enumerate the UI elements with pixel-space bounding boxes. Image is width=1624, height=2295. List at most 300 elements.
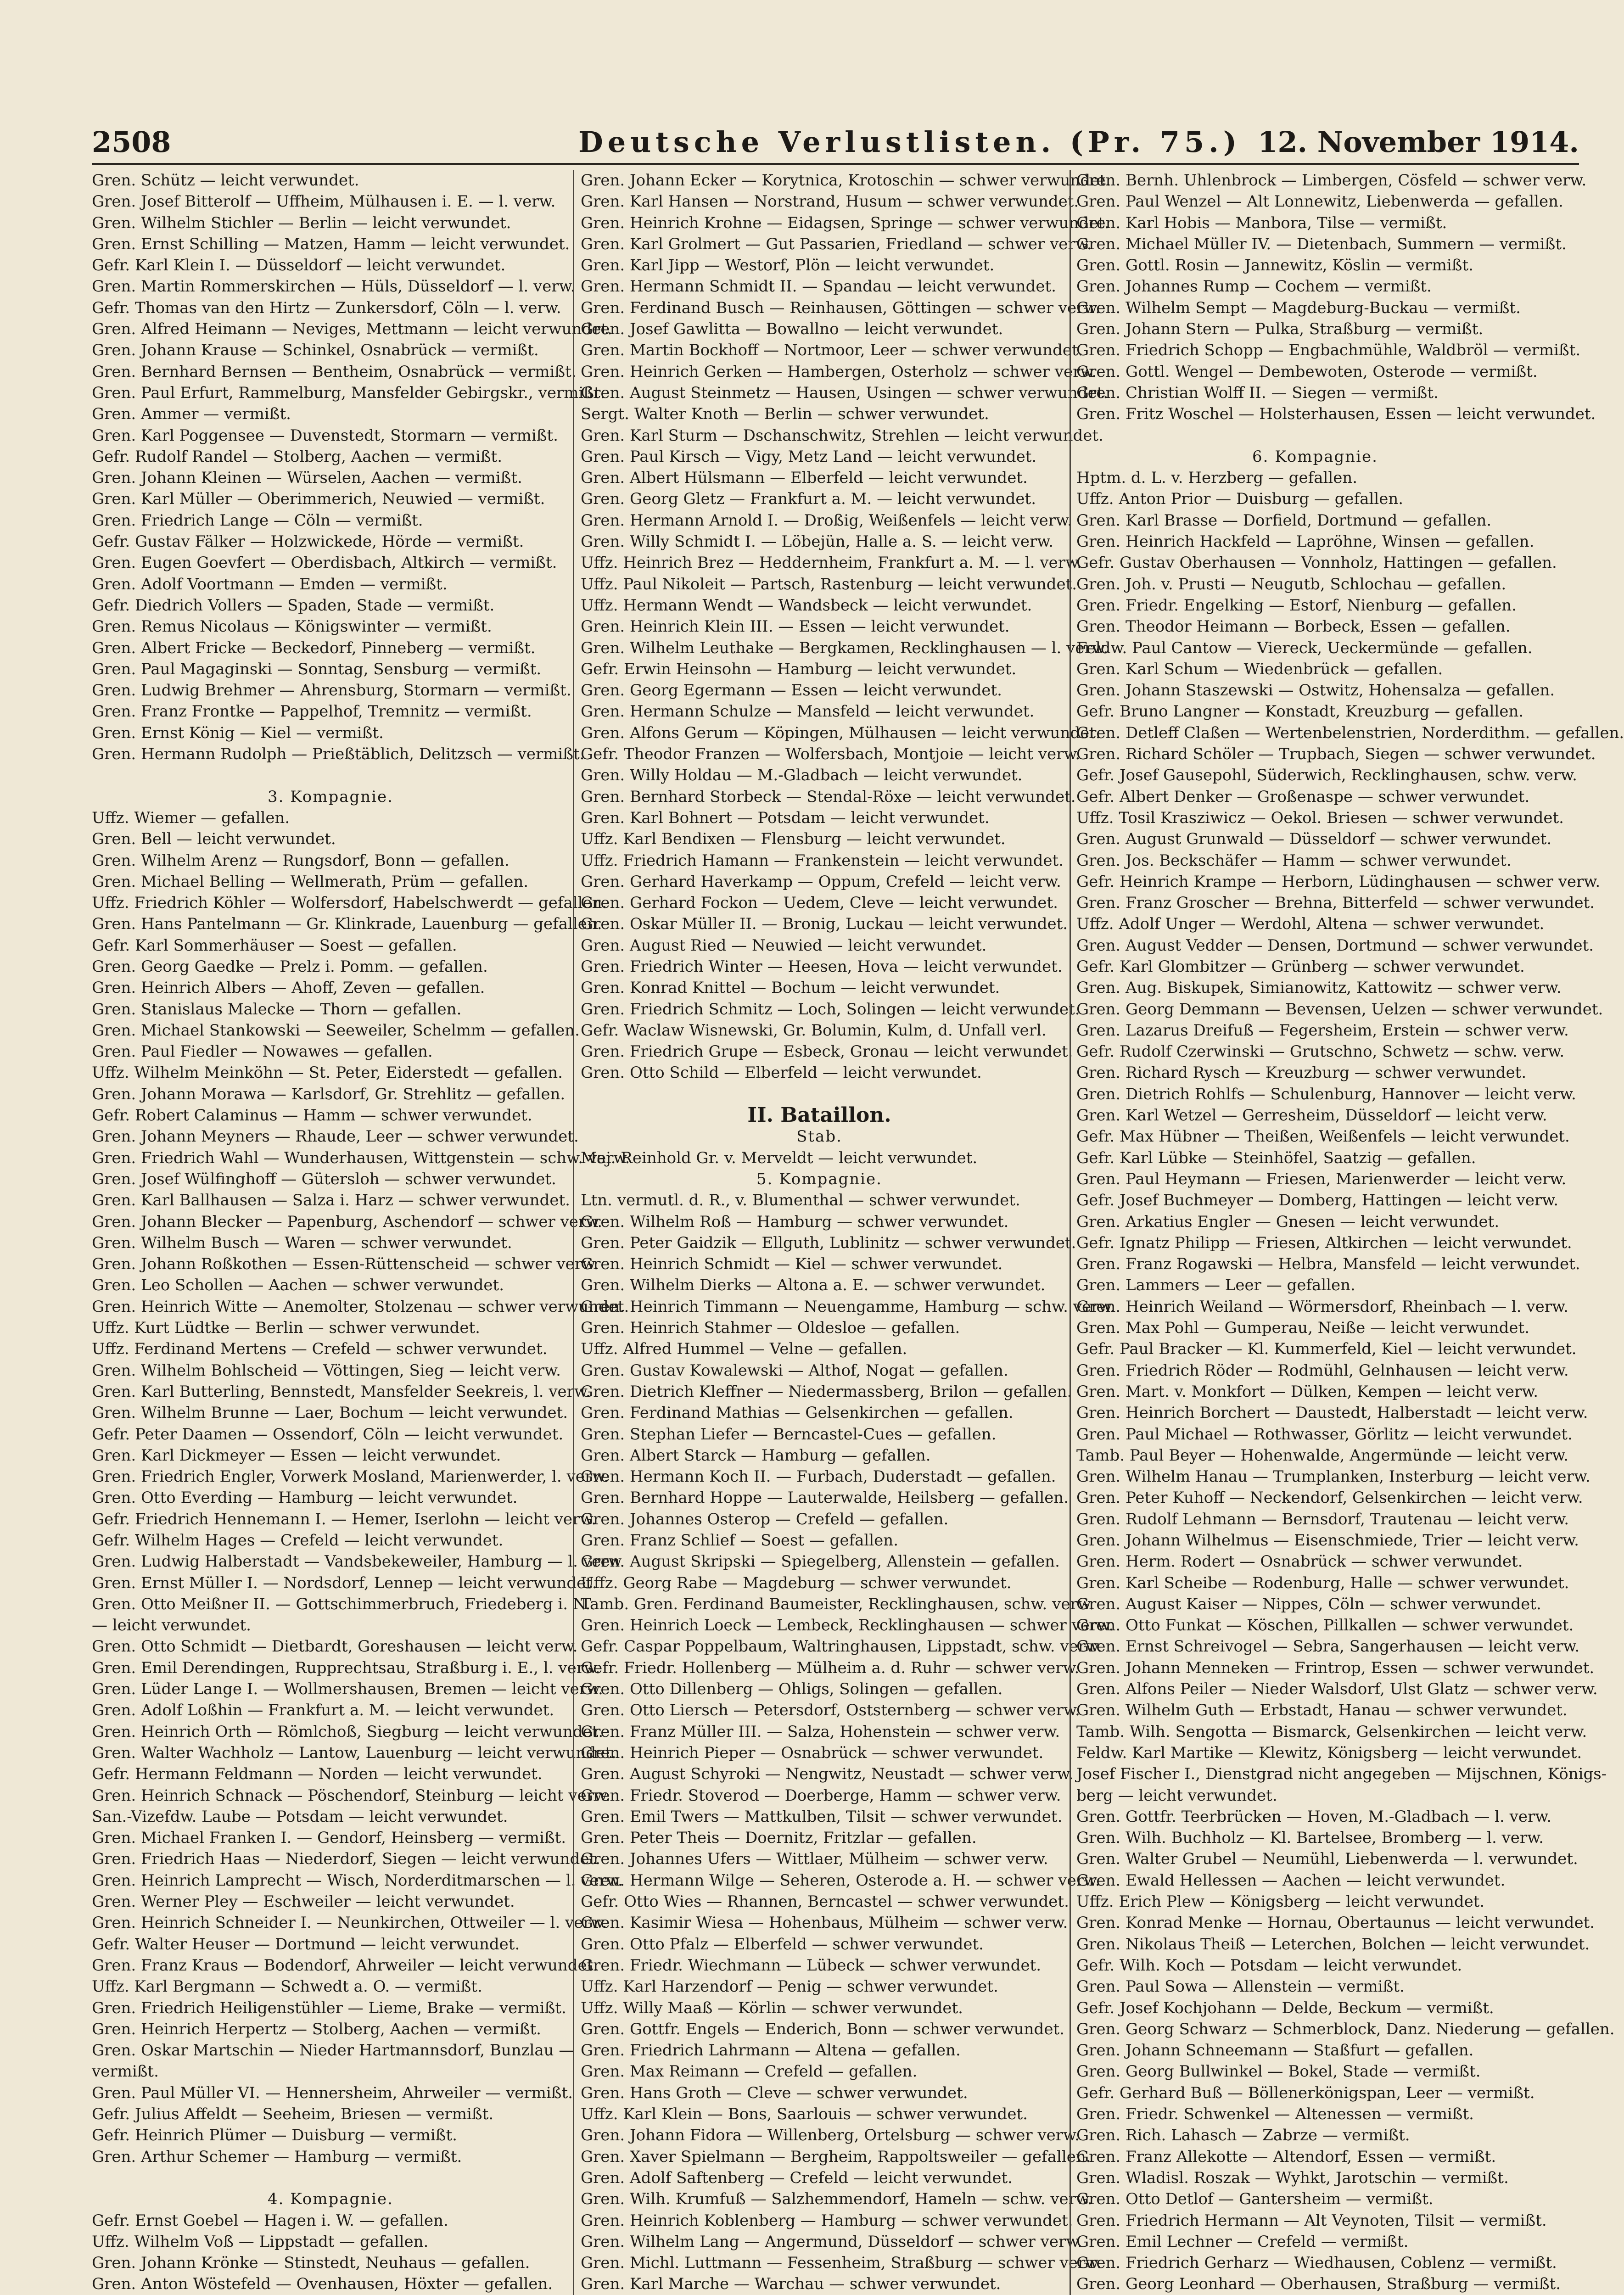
list-entry: Uffz. Karl Bendixen — Flensburg — leicht verwundet.: [581, 830, 1006, 849]
list-entry: Gren. Friedrich Heiligenstühler — Lieme, Brake — vermißt.: [92, 1998, 566, 2017]
list-entry: Gren. Michael Franken I. — Gendorf, Heinsberg — vermißt.: [92, 1829, 566, 1847]
column-divider: [1070, 170, 1071, 2295]
list-entry: Gefr. Karl Glombitzer — Grünberg — schwer verwundet.: [1076, 957, 1525, 976]
list-entry: Maj. Reinhold Gr. v. Merveldt — leicht verwundet.: [581, 1148, 978, 1167]
list-entry: Gren. Bernhard Hoppe — Lauterwalde, Heilsberg — gefallen.: [581, 1489, 1069, 1507]
list-entry: Gren. Friedrich Gerharz — Wiedhausen, Coblenz — vermißt.: [1076, 2254, 1557, 2273]
list-entry: Gren. Johann Menneken — Frintrop, Essen — schwer verwundet.: [1076, 1658, 1595, 1677]
list-entry: Gren. Arthur Schemer — Hamburg — vermißt.: [92, 2147, 462, 2166]
list-entry: Gren. Friedr. Engelking — Estorf, Nienburg — gefallen.: [1076, 596, 1517, 615]
list-entry: Gren. Karl Hansen — Norstrand, Husum — schwer verwundet.: [581, 192, 1079, 211]
list-entry: Uffz. Hermann Wendt — Wandsbeck — leicht verwundet.: [581, 596, 1032, 615]
list-entry: Gren. Georg Leonhard — Oberhausen, Straßburg — vermißt.: [1076, 2275, 1561, 2294]
list-entry: Gren. Karl Dickmeyer — Essen — leicht verwundet.: [92, 1446, 501, 1465]
list-entry: Gren. Emil Lechner — Crefeld — vermißt.: [1076, 2232, 1409, 2251]
list-entry: Gren. Ewald Hellessen — Aachen — leicht verwundet.: [1076, 1871, 1506, 1890]
list-entry: Gefr. Theodor Franzen — Wolfersbach, Montjoie — leicht verw.: [581, 745, 1081, 764]
list-entry: Gefr. Paul Bracker — Kl. Kummerfeld, Kiel — leicht verwundet.: [1076, 1340, 1577, 1359]
list-entry: Gren. Friedrich Lange — Cöln — vermißt.: [92, 511, 423, 530]
list-entry: Gren. Otto Schmidt — Dietbardt, Goreshausen — leicht verw.: [92, 1637, 578, 1656]
list-entry: Gren. Johann Krönke — Stinstedt, Neuhaus — gefallen.: [92, 2254, 530, 2273]
list-entry: Gefr. Friedrich Hennemann I. — Hemer, Iserlohn — leicht verw.: [92, 1510, 597, 1528]
list-entry: Josef Fischer I., Dienstgrad nicht angegeben — Mijschnen, Königs-: [1076, 1765, 1607, 1784]
list-entry: Gefr. Max Hübner — Theißen, Weißenfels — leicht verwundet.: [1076, 1127, 1570, 1146]
list-entry: Gren. Arkatius Engler — Gnesen — leicht verwundet.: [1076, 1212, 1500, 1231]
list-entry: Gren. Gerhard Haverkamp — Oppum, Crefeld — leicht verw.: [581, 872, 1061, 891]
list-entry: Gren. Paul Müller VI. — Hennersheim, Ahrweiler — vermißt.: [92, 2083, 573, 2102]
list-entry: Gren. Heinrich Pieper — Osnabrück — schwer verwundet.: [581, 1743, 1044, 1762]
list-entry: Gren. Heinrich Klein III. — Essen — leicht verwundet.: [581, 617, 1010, 636]
list-entry: Gren. Friedrich Röder — Rodmühl, Gelnhausen — leicht verw.: [1076, 1361, 1569, 1380]
list-entry: Gren. Johann Schneemann — Staßfurt — gefallen.: [1076, 2041, 1474, 2060]
list-entry: Gren. Friedrich Wahl — Wunderhausen, Wittgenstein — schw. verw.: [92, 1148, 630, 1167]
list-entry: Gren. Karl Brasse — Dorfield, Dortmund — gefallen.: [1076, 511, 1492, 530]
list-entry: Gren. Heinrich Schnack — Pöschendorf, Steinburg — leicht verw.: [92, 1786, 610, 1805]
list-entry: Gefr. Otto Wies — Rhannen, Berncastel — schwer verwundet.: [581, 1892, 1069, 1911]
list-entry: Gren. August Skripski — Spiegelberg, Allenstein — gefallen.: [581, 1552, 1060, 1571]
spacer: [92, 765, 569, 786]
list-entry: Feldw. Paul Cantow — Viereck, Ueckermünde — gefallen.: [1076, 638, 1533, 657]
list-entry: Gren. Michael Stankowski — Seeweiler, Schelmm — gefallen.: [92, 1021, 580, 1040]
list-entry: Uffz. Heinrich Brez — Heddernheim, Frankfurt a. M. — l. verw.: [581, 554, 1082, 572]
list-entry: Gren. Heinrich Witte — Anemolter, Stolzenau — schwer verwundet.: [92, 1297, 629, 1316]
list-entry: Uffz. Friedrich Hamann — Frankenstein — leicht verwundet.: [581, 851, 1064, 870]
publication-title: Deutsche Verlustlisten. (Pr. 75.): [578, 125, 1242, 159]
list-entry: Gren. Karl Butterling, Bennstedt, Mansfelder Seekreis, l. verw.: [92, 1382, 591, 1401]
list-entry: Gren. Peter Kuhoff — Neckendorf, Gelsenkirchen — leicht verw.: [1076, 1489, 1583, 1507]
list-entry: Uffz. Anton Prior — Duisburg — gefallen.: [1076, 490, 1404, 509]
list-entry: Gefr. Ignatz Philipp — Friesen, Altkirchen — leicht verwundet.: [1076, 1233, 1572, 1252]
list-entry: Uffz. Wilhelm Meinköhn — St. Peter, Eiderstedt — gefallen.: [92, 1064, 563, 1082]
list-entry: Gren. Leo Schollen — Aachen — schwer verwundet.: [92, 1276, 504, 1295]
list-entry: Gren. Josef Wülfinghoff — Gütersloh — schwer verwundet.: [92, 1170, 556, 1188]
list-entry: Gren. Heinrich Loeck — Lembeck, Recklinghausen — schwer verw.: [581, 1616, 1114, 1635]
list-entry: Gren. August Schyroki — Nengwitz, Neustadt — schwer verw.: [581, 1765, 1074, 1784]
list-entry: Gren. Paul Heymann — Friesen, Marienwerder — leicht verw.: [1076, 1170, 1567, 1188]
list-entry: Gren. Karl Grolmert — Gut Passarien, Friedland — schwer verw.: [581, 235, 1092, 253]
list-entry: Gren. Friedrich Grupe — Esbeck, Gronau — leicht verwundet.: [581, 1042, 1073, 1061]
list-entry: Gren. Georg Bullwinkel — Bokel, Stade — vermißt.: [1076, 2062, 1481, 2081]
list-entry: Gren. Hans Pantelmann — Gr. Klinkrade, Lauenburg — gefallen.: [92, 915, 602, 934]
list-entry: Gren. August Kaiser — Nippes, Cöln — schwer verwundet.: [1076, 1595, 1541, 1613]
list-entry: Gren. Otto Dillenberg — Ohligs, Solingen — gefallen.: [581, 1680, 1003, 1699]
list-entry: Gren. Johann Staszewski — Ostwitz, Hohensalza — gefallen.: [1076, 681, 1555, 700]
list-entry: Gefr. Gerhard Buß — Böllenerkönigspan, Leer — vermißt.: [1076, 2083, 1535, 2102]
list-entry: Gren. Heinrich Schmidt — Kiel — schwer verwundet.: [581, 1255, 1003, 1274]
list-entry: Ltn. vermutl. d. R., v. Blumenthal — schwer verwundet.: [581, 1191, 1020, 1210]
list-entry: Gren. Wilhelm Dierks — Altona a. E. — schwer verwundet.: [581, 1276, 1046, 1295]
list-entry: Gren. Max Reimann — Crefeld — gefallen.: [581, 2062, 918, 2081]
list-entry: Gren. Alfred Heimann — Neviges, Mettmann — leicht verwundet.: [92, 320, 612, 339]
list-entry: Gren. Johann Stern — Pulka, Straßburg — vermißt.: [1076, 320, 1484, 339]
list-entry: Gren. Jos. Beckschäfer — Hamm — schwer verwundet.: [1076, 851, 1512, 870]
list-entry: Gefr. Diedrich Vollers — Spaden, Stade — vermißt.: [92, 596, 495, 615]
list-entry: Gefr. Ernst Goebel — Hagen i. W. — gefallen.: [92, 2211, 448, 2230]
list-entry: Gren. Emil Derendingen, Rupprechtsau, Straßburg i. E., l. verw.: [92, 1658, 600, 1677]
list-entry: Gren. August Vedder — Densen, Dortmund — schwer verwundet.: [1076, 936, 1594, 955]
list-entry: Gren. Willy Holdau — M.-Gladbach — leicht verwundet.: [581, 766, 1023, 785]
page-header: [92, 124, 1579, 165]
list-entry: Gren. Albert Hülsmann — Elberfeld — leicht verwundet.: [581, 469, 1028, 487]
list-entry: Gren. Wilh. Buchholz — Kl. Bartelsee, Bromberg — l. verw.: [1076, 1829, 1544, 1847]
list-entry: Gren. Otto Detlof — Gantersheim — vermißt.: [1076, 2190, 1434, 2209]
list-entry: Gren. Albert Fricke — Beckedorf, Pinneberg — vermißt.: [92, 638, 536, 657]
spacer: [581, 1084, 1058, 1105]
list-entry: Gren. Georg Schwarz — Schmerblock, Danz. Niederung — gefallen.: [1076, 2020, 1615, 2038]
list-entry: Gren. Ernst Schreivogel — Sebra, Sangerhausen — leicht verw.: [1076, 1637, 1580, 1656]
list-entry: Uffz. Erich Plew — Königsberg — leicht verwundet.: [1076, 1892, 1485, 1911]
section-heading: 4. Kompagnie.: [268, 2190, 393, 2209]
list-entry: Gren. Nikolaus Theiß — Leterchen, Bolchen — leicht verwundet.: [1076, 1935, 1590, 1954]
list-entry: Gren. Gerhard Fockon — Uedem, Cleve — leicht verwundet.: [581, 894, 1058, 912]
list-entry: Gren. Bell — leicht verwundet.: [92, 830, 336, 849]
list-entry: Uffz. Willy Maaß — Körlin — schwer verwundet.: [581, 1998, 963, 2017]
list-entry: Uffz. Karl Bergmann — Schwedt a. O. — vermißt.: [92, 1977, 482, 1996]
list-entry: Gren. Rudolf Lehmann — Bernsdorf, Trautenau — leicht verw.: [1076, 1510, 1569, 1528]
list-entry: Gren. Stephan Liefer — Berncastel-Cues — gefallen.: [581, 1425, 997, 1444]
list-entry: Gren. Karl Poggensee — Duvenstedt, Stormarn — vermißt.: [92, 426, 558, 445]
list-entry: Gren. August Grunwald — Düsseldorf — schwer verwundet.: [1076, 830, 1552, 849]
list-entry: Gren. Oskar Müller II. — Bronig, Luckau — leicht verwundet.: [581, 915, 1068, 934]
list-entry: vermißt.: [92, 2062, 159, 2081]
list-entry: Gren. Lazarus Dreifuß — Fegersheim, Erstein — schwer verw.: [1076, 1021, 1569, 1040]
list-entry: Gren. Hermann Rudolph — Prießtäblich, Delitzsch — vermißt.: [92, 745, 585, 764]
list-entry: Gren. Otto Schild — Elberfeld — leicht verwundet.: [581, 1064, 982, 1082]
list-entry: Gren. Xaver Spielmann — Bergheim, Rappoltsweiler — gefallen.: [581, 2147, 1091, 2166]
list-entry: Gren. Wilhelm Hanau — Trumplanken, Insterburg — leicht verw.: [1076, 1467, 1590, 1486]
list-entry: Gefr. Heinrich Krampe — Herborn, Lüdinghausen — schwer verw.: [1076, 872, 1601, 891]
list-entry: Gren. Franz Allekotte — Altendorf, Essen — vermißt.: [1076, 2147, 1496, 2166]
list-entry: Gren. Joh. v. Prusti — Neugutb, Schlochau — gefallen.: [1076, 575, 1506, 593]
list-entry: Gren. Franz Schlief — Soest — gefallen.: [581, 1531, 899, 1550]
list-entry: Gren. Fritz Woschel — Holsterhausen, Essen — leicht verwundet.: [1076, 405, 1596, 424]
list-entry: Gren. Hermann Arnold I. — Droßig, Weißenfels — leicht verw.: [581, 511, 1072, 530]
list-entry: Gren. Heinrich Koblenberg — Hamburg — schwer verwundet.: [581, 2211, 1073, 2230]
list-entry: Uffz. Wilhelm Voß — Lippstadt — gefallen.: [92, 2232, 429, 2251]
list-entry: Gren. Wilhelm Guth — Erbstadt, Hanau — schwer verwundet.: [1076, 1701, 1568, 1720]
list-entry: Tamb. Paul Beyer — Hohenwalde, Angermünde — leicht verw.: [1076, 1446, 1569, 1465]
list-entry: Gren. Franz Kraus — Bodendorf, Ahrweiler — leicht verwundet.: [92, 1956, 599, 1975]
list-entry: Gren. Johann Wilhelmus — Eisenschmiede, Trier — leicht verw.: [1076, 1531, 1579, 1550]
list-entry: Gren. Friedrich Schopp — Engbachmühle, Waldbröl — vermißt.: [1076, 341, 1581, 360]
list-entry: Gefr. Caspar Poppelbaum, Waltringhausen, Lippstadt, schw. verw.: [581, 1637, 1102, 1656]
list-entry: Gren. Friedrich Winter — Heesen, Hova — leicht verwundet.: [581, 957, 1063, 976]
list-entry: Gren. Karl Müller — Oberimmerich, Neuwied — vermißt.: [92, 490, 545, 509]
list-entry: Gren. Stanislaus Malecke — Thorn — gefallen.: [92, 1000, 462, 1019]
list-entry: Gren. Albert Starck — Hamburg — gefallen.: [581, 1446, 931, 1465]
list-entry: Gren. Emil Twers — Mattkulben, Tilsit — schwer verwundet.: [581, 1807, 1063, 1826]
list-entry: Gren. Remus Nicolaus — Königswinter — vermißt.: [92, 617, 492, 636]
list-entry: Gren. August Steinmetz — Hausen, Usingen — schwer verwundet.: [581, 383, 1109, 402]
list-entry: Gren. Peter Gaidzik — Ellguth, Lublinitz — schwer verwundet.: [581, 1233, 1076, 1252]
list-entry: Gren. Johann Meyners — Rhaude, Leer — schwer verwundet.: [92, 1127, 579, 1146]
section-heading: 6. Kompagnie.: [1252, 447, 1378, 466]
list-entry: Gren. Heinrich Borchert — Daustedt, Halberstadt — leicht verw.: [1076, 1404, 1588, 1422]
list-entry: Gren. Friedrich Lahrmann — Altena — gefallen.: [581, 2041, 961, 2060]
list-entry: Gren. Johann Ecker — Korytnica, Krotoschin — schwer verwundet.: [581, 171, 1111, 190]
list-entry: Gren. Karl Jipp — Westorf, Plön — leicht verwundet.: [581, 256, 995, 275]
list-entry: Gren. Martin Rommerskirchen — Hüls, Düsseldorf — l. verw.: [92, 277, 576, 296]
list-entry: Gefr. Hermann Feldmann — Norden — leicht verwundet.: [92, 1765, 543, 1784]
list-entry: Gren. Bernhard Bernsen — Bentheim, Osnabrück — vermißt.: [92, 362, 577, 381]
list-entry: Gren. Ammer — vermißt.: [92, 405, 291, 424]
list-entry: Gren. Richard Schöler — Trupbach, Siegen — schwer verwundet.: [1076, 745, 1596, 764]
list-entry: Gren. Heinrich Gerken — Hambergen, Osterholz — schwer verw.: [581, 362, 1097, 381]
list-entry: Gren. Karl Marche — Warchau — schwer verwundet.: [581, 2275, 1001, 2294]
list-entry: Gren. Kasimir Wiesa — Hohenbaus, Mülheim — schwer verw.: [581, 1914, 1068, 1932]
list-entry: Gren. Johannes Osterop — Crefeld — gefallen.: [581, 1510, 949, 1528]
list-entry: Gefr. Josef Buchmeyer — Domberg, Hattingen — leicht verw.: [1076, 1191, 1559, 1210]
list-entry: Gren. Ludwig Halberstadt — Vandsbekeweiler, Hamburg — l. verw.: [92, 1552, 625, 1571]
list-entry: Gren. Hermann Schmidt II. — Spandau — leicht verwundet.: [581, 277, 1056, 296]
list-entry: Gren. Heinrich Stahmer — Oldesloe — gefallen.: [581, 1319, 960, 1338]
list-entry: Gren. Georg Gaedke — Prelz i. Pomm. — gefallen.: [92, 957, 488, 976]
column-divider: [573, 170, 574, 2295]
page-number: 2508: [92, 125, 171, 159]
list-entry: Gren. Friedrich Haas — Niederdorf, Siegen — leicht verwundet.: [92, 1850, 600, 1869]
list-entry: Gren. Bernhard Storbeck — Stendal-Röxe — leicht verwundet.: [581, 787, 1076, 806]
list-entry: Gefr. Josef Gausepohl, Süderwich, Recklinghausen, schw. verw.: [1076, 766, 1577, 785]
list-entry: Gren. Lüder Lange I. — Wollmershausen, Bremen — leicht verw.: [92, 1680, 603, 1699]
list-entry: Gren. Dietrich Rohlfs — Schulenburg, Hannover — leicht verw.: [1076, 1085, 1576, 1103]
list-entry: Gren. Georg Gletz — Frankfurt a. M. — leicht verwundet.: [581, 490, 1036, 509]
list-entry: Gren. Franz Frontke — Pappelhof, Tremnitz — vermißt.: [92, 702, 532, 721]
list-entry: Gren. Wladisl. Roszak — Wyhkt, Jarotschin — vermißt.: [1076, 2168, 1509, 2187]
list-entry: Gefr. Wilhelm Hages — Crefeld — leicht verwundet.: [92, 1531, 504, 1550]
list-entry: Gren. Ernst Müller I. — Nordsdorf, Lennep — leicht verwundet.: [92, 1573, 597, 1592]
list-entry: Gren. Walter Grubel — Neumühl, Liebenwerda — l. verwundet.: [1076, 1850, 1578, 1869]
list-entry: Gren. Wilhelm Stichler — Berlin — leicht verwundet.: [92, 213, 511, 232]
list-entry: Uffz. Karl Klein — Bons, Saarlouis — schwer verwundet.: [581, 2105, 1028, 2124]
list-entry: Gren. Johann Blecker — Papenburg, Aschendorf — schwer verw.: [92, 1212, 603, 1231]
list-entry: Gren. Gottfr. Teerbrücken — Hoven, M.-Gladbach — l. verw.: [1076, 1807, 1552, 1826]
list-entry: Gren. Johann Kleinen — Würselen, Aachen — vermißt.: [92, 469, 522, 487]
list-entry: Gefr. Julius Affeldt — Seeheim, Briesen — vermißt.: [92, 2105, 494, 2124]
list-entry: Gren. Adolf Loßhin — Frankfurt a. M. — leicht verwundet.: [92, 1701, 554, 1720]
list-entry: Gefr. Erwin Heinsohn — Hamburg — leicht verwundet.: [581, 660, 1017, 678]
list-entry: Gren. Friedrich Engler, Vorwerk Mosland, Marienwerder, l. verw.: [92, 1467, 609, 1486]
list-entry: Gefr. Wilh. Koch — Potsdam — leicht verwundet.: [1076, 1956, 1462, 1975]
list-entry: Gren. Karl Scheibe — Rodenburg, Halle — schwer verwundet.: [1076, 1573, 1569, 1592]
list-entry: Gren. Heinrich Krohne — Eidagsen, Springe — schwer verwundet.: [581, 213, 1109, 232]
list-entry: Gren. Richard Rysch — Kreuzburg — schwer verwundet.: [1076, 1064, 1527, 1082]
list-entry: Gren. Heinrich Orth — Römlchoß, Siegburg — leicht verwundet.: [92, 1722, 604, 1741]
list-entry: Gren. Paul Sowa — Allenstein — vermißt.: [1076, 1977, 1405, 1996]
list-entry: Gefr. Peter Daamen — Ossendorf, Cöln — leicht verwundet.: [92, 1425, 564, 1444]
list-entry: Gren. Martin Bockhoff — Nortmoor, Leer — schwer verwundet.: [581, 341, 1083, 360]
list-entry: Gren. Franz Müller III. — Salza, Hohenstein — schwer verw.: [581, 1722, 1060, 1741]
list-entry: Gren. Hermann Wilge — Seheren, Osterode a. H. — schwer verw.: [581, 1871, 1100, 1890]
list-entry: — leicht verwundet.: [92, 1616, 251, 1635]
list-entry: Uffz. Tosil Krasziwicz — Oekol. Briesen — schwer verwundet.: [1076, 808, 1564, 827]
list-entry: Gren. Theodor Heimann — Borbeck, Essen — gefallen.: [1076, 617, 1511, 636]
list-entry: Gren. Gottl. Wengel — Dembewoten, Osterode — vermißt.: [1076, 362, 1538, 381]
section-heading: 3. Kompagnie.: [268, 787, 393, 806]
list-entry: Gren. Oskar Martschin — Nieder Hartmannsdorf, Bunzlau —: [92, 2041, 575, 2060]
list-entry: Gefr. Heinrich Plümer — Duisburg — vermißt.: [92, 2126, 457, 2145]
list-entry: Gefr. Thomas van den Hirtz — Zunkersdorf, Cöln — l. verw.: [92, 298, 561, 317]
list-entry: Gren. Dietrich Kleffner — Niedermassberg, Brilon — gefallen.: [581, 1382, 1072, 1401]
list-entry: Gren. Werner Pley — Eschweiler — leicht verwundet.: [92, 1892, 515, 1911]
issue-date: 12. November 1914.: [1258, 125, 1579, 159]
list-entry: Gren. Friedr. Stoverod — Doerberge, Hamm — schwer verw.: [581, 1786, 1061, 1805]
list-entry: Gren. Aug. Biskupek, Simianowitz, Kattowitz — schwer verw.: [1076, 979, 1562, 997]
list-entry: Gren. Karl Sturm — Dschanschwitz, Strehlen — leicht verwundet.: [581, 426, 1103, 445]
list-entry: Gren. Hans Groth — Cleve — schwer verwundet.: [581, 2083, 968, 2102]
list-entry: Gren. Heinrich Schneider I. — Neunkirchen, Ottweiler — l. verw.: [92, 1914, 607, 1932]
list-entry: Gren. Hermann Schulze — Mansfeld — leicht verwundet.: [581, 702, 1035, 721]
list-entry: Gren. Konrad Menke — Hornau, Obertaunus — leicht verwundet.: [1076, 1914, 1595, 1932]
list-entry: Gren. August Ried — Neuwied — leicht verwundet.: [581, 936, 987, 955]
list-entry: Gren. Paul Kirsch — Vigy, Metz Land — leicht verwundet.: [581, 447, 1037, 466]
list-entry: Gren. Wilh. Krumfuß — Salzhemmendorf, Hameln — schw. verw.: [581, 2190, 1092, 2209]
list-entry: Gren. Walter Wachholz — Lantow, Lauenburg — leicht verwundet.: [92, 1743, 616, 1762]
list-entry: Gren. Heinrich Lamprecht — Wisch, Norderditmarschen — l. verw.: [92, 1871, 623, 1890]
list-entry: Gren. Wilhelm Busch — Waren — schwer verwundet.: [92, 1233, 512, 1252]
list-entry: Gren. Herm. Rodert — Osnabrück — schwer verwundet.: [1076, 1552, 1523, 1571]
list-entry: Gefr. Karl Sommerhäuser — Soest — gefallen.: [92, 936, 457, 955]
list-entry: Gren. Christian Wolff II. — Siegen — vermißt.: [1076, 383, 1439, 402]
list-entry: Gren. Detleff Claßen — Wertenbelenstrien, Norderdithm. — gefallen.: [1076, 723, 1624, 742]
list-entry: Gren. Karl Wetzel — Gerresheim, Düsseldorf — leicht verw.: [1076, 1106, 1547, 1125]
list-entry: Gren. Heinrich Timmann — Neuengamme, Hamburg — schw. verw.: [581, 1297, 1115, 1316]
list-entry: Gren. Johann Fidora — Willenberg, Ortelsburg — schwer verw.: [581, 2126, 1080, 2145]
list-entry: Gren. Georg Demmann — Bevensen, Uelzen — schwer verwundet.: [1076, 1000, 1603, 1019]
list-entry: Gren. Wilhelm Leuthake — Bergkamen, Recklinghausen — l. verw.: [581, 638, 1109, 657]
list-entry: Gefr. Gustav Fälker — Holzwickede, Hörde — vermißt.: [92, 532, 524, 551]
list-entry: Gren. Schütz — leicht verwundet.: [92, 171, 359, 190]
list-entry: Gren. Lammers — Leer — gefallen.: [1076, 1276, 1355, 1295]
list-entry: Gren. Paul Fiedler — Nowawes — gefallen.: [92, 1042, 433, 1061]
list-entry: Gren. Otto Pfalz — Elberfeld — schwer verwundet.: [581, 1935, 984, 1954]
list-entry: Gren. Karl Hobis — Manbora, Tilse — vermißt.: [1076, 213, 1447, 232]
list-entry: Gren. Heinrich Herpertz — Stolberg, Aachen — vermißt.: [92, 2020, 541, 2038]
column-middle: [581, 170, 1115, 2295]
list-entry: Gefr. Friedr. Hollenberg — Mülheim a. d. Ruhr — schwer verw.: [581, 1658, 1080, 1677]
list-entry: Gren. Heinrich Hackfeld — Lapröhne, Winsen — gefallen.: [1076, 532, 1534, 551]
list-entry: Uffz. Alfred Hummel — Velne — gefallen.: [581, 1340, 907, 1359]
list-entry: Gren. Adolf Saftenberg — Crefeld — leicht verwundet.: [581, 2168, 1013, 2187]
list-entry: Gren. Mart. v. Monkfort — Dülken, Kempen — leicht verw.: [1076, 1382, 1539, 1401]
list-entry: Gren. Hermann Koch II. — Furbach, Duderstadt — gefallen.: [581, 1467, 1056, 1486]
header-rule: [92, 163, 1579, 165]
list-entry: Uffz. Ferdinand Mertens — Crefeld — schwer verwundet.: [92, 1340, 548, 1359]
list-entry: Gren. Max Pohl — Gumperau, Neiße — leicht verwundet.: [1076, 1319, 1529, 1338]
spacer: [92, 2167, 569, 2189]
list-entry: Gren. Karl Schum — Wiedenbrück — gefallen.: [1076, 660, 1443, 678]
list-entry: Uffz. Wiemer — gefallen.: [92, 808, 290, 827]
list-entry: Gren. Anton Wöstefeld — Ovenhausen, Höxter — gefallen.: [92, 2275, 553, 2294]
list-entry: Gren. Ferdinand Busch — Reinhausen, Göttingen — schwer verw.: [581, 298, 1101, 317]
list-entry: Sergt. Walter Knoth — Berlin — schwer verwundet.: [581, 405, 989, 424]
list-entry: Gren. Gottfr. Engels — Enderich, Bonn — schwer verwundet.: [581, 2020, 1064, 2038]
list-entry: Gren. Wilhelm Roß — Hamburg — schwer verwundet.: [581, 1212, 1009, 1231]
list-entry: Uffz. Georg Rabe — Magdeburg — schwer verwundet.: [581, 1573, 1012, 1592]
list-entry: Gren. Friedr. Schwenkel — Altenessen — vermißt.: [1076, 2105, 1474, 2124]
list-entry: Gren. Alfons Gerum — Köpingen, Mülhausen — leicht verwundet.: [581, 723, 1101, 742]
list-entry: Gren. Otto Funkat — Köschen, Pillkallen — schwer verwundet.: [1076, 1616, 1574, 1635]
list-entry: Gren. Paul Magaginski — Sonntag, Sensburg — vermißt.: [92, 660, 542, 678]
list-entry: Gren. Wilhelm Sempt — Magdeburg-Buckau — vermißt.: [1076, 298, 1521, 317]
list-entry: Gren. Eugen Goevfert — Oberdisbach, Altkirch — vermißt.: [92, 554, 557, 572]
list-entry: Gren. Michael Belling — Wellmerath, Prüm — gefallen.: [92, 872, 529, 891]
list-entry: Gefr. Karl Lübke — Steinhöfel, Saatzig — gefallen.: [1076, 1148, 1476, 1167]
list-entry: Uffz. Karl Harzendorf — Penig — schwer verwundet.: [581, 1977, 998, 1996]
list-entry: Tamb. Gren. Ferdinand Baumeister, Recklinghausen, schw. verw.: [581, 1595, 1094, 1613]
list-entry: Gren. Franz Rogawski — Helbra, Mansfeld — leicht verwundet.: [1076, 1255, 1580, 1274]
list-entry: Gren. Johannes Rump — Cochem — vermißt.: [1076, 277, 1432, 296]
column-right: [1076, 170, 1624, 2295]
list-entry: Gren. Michael Müller IV. — Dietenbach, Summern — vermißt.: [1076, 235, 1567, 253]
list-entry: Gren. Rich. Lahasch — Zabrze — vermißt.: [1076, 2126, 1410, 2145]
list-entry: Gren. Ludwig Brehmer — Ahrensburg, Stormarn — vermißt.: [92, 681, 571, 700]
spacer: [1076, 425, 1554, 446]
list-entry: Gefr. Rudolf Czerwinski — Grutschno, Schwetz — schw. verw.: [1076, 1042, 1565, 1061]
battalion-heading: II. Bataillon.: [747, 1103, 891, 1127]
list-entry: Gren. Paul Wenzel — Alt Lonnewitz, Liebenwerda — gefallen.: [1076, 192, 1563, 211]
list-entry: Gren. Heinrich Albers — Ahoff, Zeven — gefallen.: [92, 979, 485, 997]
list-entry: Gren. Johannes Ufers — Wittlaer, Mülheim — schwer verw.: [581, 1850, 1048, 1869]
list-entry: Gren. Gustav Kowalewski — Althof, Nogat — gefallen.: [581, 1361, 1008, 1380]
list-entry: Gren. Georg Egermann — Essen — leicht verwundet.: [581, 681, 1002, 700]
list-entry: Uffz. Paul Nikoleit — Partsch, Rastenburg — leicht verwundet.: [581, 575, 1077, 593]
list-entry: Gren. Karl Ballhausen — Salza i. Harz — schwer verwundet.: [92, 1191, 570, 1210]
list-entry: Gefr. Karl Klein I. — Düsseldorf — leicht verwundet.: [92, 256, 506, 275]
section-heading: Stab.: [796, 1127, 842, 1146]
list-entry: Gefr. Albert Denker — Großenaspe — schwer verwundet.: [1076, 787, 1530, 806]
list-entry: Gefr. Gustav Oberhausen — Vonnholz, Hattingen — gefallen.: [1076, 554, 1557, 572]
list-entry: Gren. Wilhelm Arenz — Rungsdorf, Bonn — gefallen.: [92, 851, 510, 870]
list-entry: Gren. Johann Morawa — Karlsdorf, Gr. Strehlitz — gefallen.: [92, 1085, 566, 1103]
list-entry: Uffz. Kurt Lüdtke — Berlin — schwer verwundet.: [92, 1319, 480, 1338]
list-entry: Gren. Ernst König — Kiel — vermißt.: [92, 723, 384, 742]
list-entry: Gefr. Robert Calaminus — Hamm — schwer verwundet.: [92, 1106, 532, 1125]
list-entry: Gren. Josef Gawlitta — Bowallno — leicht verwundet.: [581, 320, 1003, 339]
list-entry: Gren. Friedrich Hermann — Alt Veynoten, Tilsit — vermißt.: [1076, 2211, 1547, 2230]
list-entry: berg — leicht verwundet.: [1076, 1786, 1277, 1805]
list-entry: Gren. Willy Schmidt I. — Löbejün, Halle a. S. — leicht verw.: [581, 532, 1054, 551]
list-entry: Gren. Franz Groscher — Brehna, Bitterfeld — schwer verwundet.: [1076, 894, 1595, 912]
list-entry: Gren. Josef Bitterolf — Uffheim, Mülhausen i. E. — l. verw.: [92, 192, 556, 211]
list-entry: Gren. Konrad Knittel — Bochum — leicht verwundet.: [581, 979, 1000, 997]
list-entry: San.-Vizefdw. Laube — Potsdam — leicht verwundet.: [92, 1807, 508, 1826]
list-entry: Tamb. Wilh. Sengotta — Bismarck, Gelsenkirchen — leicht verw.: [1076, 1722, 1587, 1741]
list-entry: Gren. Ernst Schilling — Matzen, Hamm — leicht verwundet.: [92, 235, 570, 253]
list-entry: Gren. Alfons Peiler — Nieder Walsdorf, Ulst Glatz — schwer verw.: [1076, 1680, 1598, 1699]
list-entry: Gren. Adolf Voortmann — Emden — vermißt.: [92, 575, 448, 593]
list-entry: Gefr. Rudolf Randel — Stolberg, Aachen — vermißt.: [92, 447, 503, 466]
list-entry: Gren. Paul Michael — Rothwasser, Görlitz — leicht verwundet.: [1076, 1425, 1573, 1444]
list-entry: Gren. Michl. Luttmann — Fessenheim, Straßburg — schwer verw.: [581, 2254, 1102, 2273]
list-entry: Gren. Wilhelm Bohlscheid — Vöttingen, Sieg — leicht verw.: [92, 1361, 561, 1380]
list-entry: Gren. Peter Theis — Doernitz, Fritzlar — gefallen.: [581, 1829, 977, 1847]
list-entry: Gefr. Josef Kochjohann — Delde, Beckum — vermißt.: [1076, 1998, 1494, 2017]
list-entry: Gren. Gottl. Rosin — Jannewitz, Köslin — vermißt.: [1076, 256, 1473, 275]
list-entry: Gren. Wilhelm Lang — Angermund, Düsseldorf — schwer verw.: [581, 2232, 1083, 2251]
list-entry: Uffz. Friedrich Köhler — Wolfersdorf, Habelschwerdt — gefallen.: [92, 894, 607, 912]
list-entry: Uffz. Adolf Unger — Werdohl, Altena — schwer verwundet.: [1076, 915, 1545, 934]
list-entry: Gren. Wilhelm Brunne — Laer, Bochum — leicht verwundet.: [92, 1404, 568, 1422]
list-entry: Gren. Johann Krause — Schinkel, Osnabrück — vermißt.: [92, 341, 539, 360]
section-heading: 5. Kompagnie.: [756, 1170, 882, 1188]
list-entry: Gren. Ferdinand Mathias — Gelsenkirchen — gefallen.: [581, 1404, 1014, 1422]
list-entry: Gren. Johann Roßkothen — Essen-Rüttenscheid — schwer verw.: [92, 1255, 599, 1274]
list-entry: Hptm. d. L. v. Herzberg — gefallen.: [1076, 469, 1358, 487]
list-entry: Gefr. Waclaw Wisnewski, Gr. Bolumin, Kulm, d. Unfall verl.: [581, 1021, 1047, 1040]
list-entry: Gren. Friedrich Schmitz — Loch, Solingen — leicht verwundet.: [581, 1000, 1080, 1019]
list-entry: Gren. Otto Liersch — Petersdorf, Oststernberg — schwer verw.: [581, 1701, 1080, 1720]
list-entry: Gefr. Bruno Langner — Konstadt, Kreuzburg — gefallen.: [1076, 702, 1524, 721]
